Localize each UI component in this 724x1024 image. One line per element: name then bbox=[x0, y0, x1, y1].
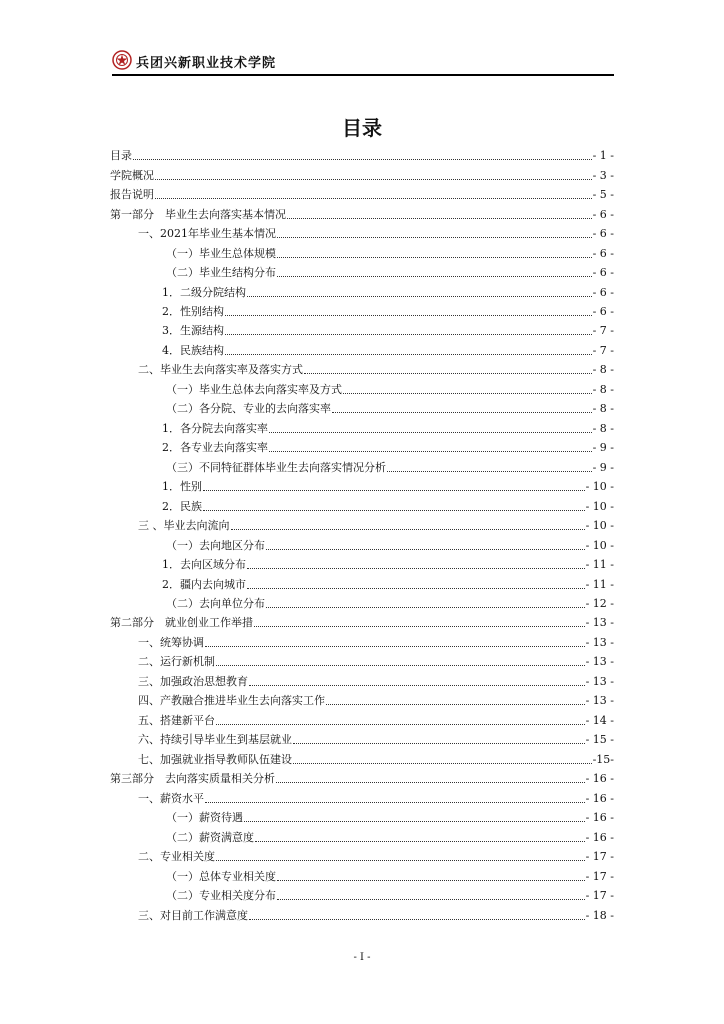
toc-entry-page: - 17 - bbox=[585, 869, 614, 883]
toc-entry-title: 二、毕业生去向落实率及落实方式 bbox=[138, 363, 303, 377]
toc-entry[interactable] bbox=[110, 574, 614, 593]
toc-entry[interactable] bbox=[110, 243, 614, 262]
toc-entry[interactable] bbox=[110, 282, 614, 301]
page-number: - I - bbox=[353, 952, 371, 963]
toc-entry[interactable] bbox=[110, 380, 614, 399]
toc-leader-dots bbox=[155, 179, 592, 180]
toc-entry-page: - 17 - bbox=[585, 850, 614, 864]
toc-entry-title: 2．疆内去向城市 bbox=[162, 577, 246, 591]
toc-entry[interactable] bbox=[110, 886, 614, 905]
toc-leader-dots bbox=[225, 315, 592, 316]
toc-leader-dots bbox=[277, 899, 585, 900]
toc-entry-page: - 8 - bbox=[592, 363, 614, 377]
toc-entry[interactable] bbox=[110, 185, 614, 204]
toc-leader-dots bbox=[332, 412, 592, 413]
toc-leader-dots bbox=[293, 743, 585, 744]
toc-entry-title: （二）薪资满意度 bbox=[166, 830, 254, 844]
toc-entry-page: - 6 - bbox=[592, 207, 614, 221]
toc-entry[interactable] bbox=[110, 613, 614, 632]
toc-leader-dots bbox=[133, 159, 592, 160]
toc-entry-title: 第一部分 毕业生去向落实基本情况 bbox=[110, 207, 286, 221]
toc-entry-title: 七、加强就业指导教师队伍建设 bbox=[138, 752, 292, 766]
toc-entry-page: - 9 - bbox=[592, 460, 614, 474]
toc-leader-dots bbox=[203, 510, 585, 511]
toc-entry-page: - 14 - bbox=[585, 713, 614, 727]
toc-entry-title: 一、薪资水平 bbox=[138, 791, 204, 805]
toc-leader-dots bbox=[266, 549, 585, 550]
toc-entry[interactable] bbox=[110, 224, 614, 243]
toc-entry-page: - 9 - bbox=[592, 441, 614, 455]
toc-entry-page: - 10 - bbox=[585, 499, 614, 513]
toc-leader-dots bbox=[276, 782, 585, 783]
toc-leader-dots bbox=[247, 588, 585, 589]
toc-entry[interactable] bbox=[110, 652, 614, 671]
toc-entry-page: - 8 - bbox=[592, 382, 614, 396]
toc-leader-dots bbox=[155, 198, 592, 199]
toc-entry-page: - 13 - bbox=[585, 616, 614, 630]
toc-leader-dots bbox=[269, 432, 592, 433]
toc-entry-title: 2．各专业去向落实率 bbox=[162, 441, 268, 455]
toc-entry[interactable] bbox=[110, 477, 614, 496]
toc-entry-title: 1．性别 bbox=[162, 480, 202, 494]
toc-entry-page: - 6 - bbox=[592, 246, 614, 260]
toc-leader-dots bbox=[266, 607, 585, 608]
toc-entry-title: 三 、毕业去向流向 bbox=[138, 519, 230, 533]
toc-leader-dots bbox=[277, 257, 592, 258]
toc-entry-title: 六、持续引导毕业生到基层就业 bbox=[138, 733, 292, 747]
toc-entry[interactable] bbox=[110, 535, 614, 554]
toc-entry[interactable] bbox=[110, 516, 614, 535]
toc-leader-dots bbox=[255, 841, 585, 842]
toc-leader-dots bbox=[269, 451, 592, 452]
toc-leader-dots bbox=[343, 393, 592, 394]
toc-entry-title: 1．二级分院结构 bbox=[162, 285, 246, 299]
toc-entry-page: - 13 - bbox=[585, 635, 614, 649]
toc-entry-page: - 5 - bbox=[592, 188, 614, 202]
toc-entry-title: （二）专业相关度分布 bbox=[166, 889, 276, 903]
toc-entry-page: - 16 - bbox=[585, 830, 614, 844]
toc-entry[interactable] bbox=[110, 496, 614, 515]
toc-entry[interactable] bbox=[110, 711, 614, 730]
toc-entry-title: 2．性别结构 bbox=[162, 304, 224, 318]
toc-entry-title: （二）毕业生结构分布 bbox=[166, 266, 276, 280]
toc-entry-title: 3．生源结构 bbox=[162, 324, 224, 338]
toc-entry[interactable] bbox=[110, 146, 614, 165]
toc-entry-page: - 7 - bbox=[592, 324, 614, 338]
toc-entry-title: 1．去向区域分布 bbox=[162, 558, 246, 572]
toc-entry[interactable] bbox=[110, 399, 614, 418]
toc-entry[interactable] bbox=[110, 633, 614, 652]
toc-entry[interactable] bbox=[110, 555, 614, 574]
toc-leader-dots bbox=[203, 490, 585, 491]
toc-entry[interactable] bbox=[110, 419, 614, 438]
toc-entry-title: 学院概况 bbox=[110, 168, 154, 182]
toc-entry-title: 一、2021年毕业生基本情况 bbox=[138, 227, 276, 241]
toc-leader-dots bbox=[387, 471, 592, 472]
toc-entry-title: （三）不同特征群体毕业生去向落实情况分析 bbox=[166, 460, 386, 474]
toc-leader-dots bbox=[277, 276, 592, 277]
toc-leader-dots bbox=[247, 296, 592, 297]
toc-entry-title: 二、运行新机制 bbox=[138, 655, 215, 669]
toc-entry-title: 四、产教融合推进毕业生去向落实工作 bbox=[138, 694, 325, 708]
toc-entry[interactable] bbox=[110, 866, 614, 885]
toc-leader-dots bbox=[244, 821, 585, 822]
toc-entry-title: 1．各分院去向落实率 bbox=[162, 421, 268, 435]
table-of-contents bbox=[110, 146, 614, 925]
toc-leader-dots bbox=[225, 354, 592, 355]
toc-entry[interactable] bbox=[110, 438, 614, 457]
toc-entry-page: - 13 - bbox=[585, 674, 614, 688]
toc-entry-page: - 6 - bbox=[592, 227, 614, 241]
header-divider bbox=[112, 74, 614, 76]
toc-entry-title: 二、专业相关度 bbox=[138, 850, 215, 864]
toc-entry[interactable] bbox=[110, 750, 614, 769]
toc-entry[interactable] bbox=[110, 691, 614, 710]
toc-entry-title: 目录 bbox=[110, 149, 132, 163]
toc-entry[interactable] bbox=[110, 730, 614, 749]
toc-entry-page: - 8 - bbox=[592, 402, 614, 416]
toc-entry-title: （二）去向单位分布 bbox=[166, 597, 265, 611]
toc-entry-page: - 10 - bbox=[585, 480, 614, 494]
toc-entry-page: - 1 - bbox=[592, 149, 614, 163]
toc-entry-title: （一）去向地区分布 bbox=[166, 538, 265, 552]
toc-entry-title: （一）总体专业相关度 bbox=[166, 869, 276, 883]
toc-entry[interactable] bbox=[110, 808, 614, 827]
toc-leader-dots bbox=[287, 218, 592, 219]
toc-entry-page: - 12 - bbox=[585, 597, 614, 611]
toc-entry-title: 报告说明 bbox=[110, 188, 154, 202]
toc-entry-page: - 16 - bbox=[585, 811, 614, 825]
toc-entry[interactable] bbox=[110, 594, 614, 613]
toc-leader-dots bbox=[216, 665, 585, 666]
toc-entry-title: 2．民族 bbox=[162, 499, 202, 513]
toc-entry-page: - 10 - bbox=[585, 519, 614, 533]
toc-entry-page: - 13 - bbox=[585, 694, 614, 708]
toc-entry-title: （一）毕业生总体去向落实率及方式 bbox=[166, 382, 342, 396]
toc-entry-page: - 17 - bbox=[585, 889, 614, 903]
toc-leader-dots bbox=[254, 626, 585, 627]
toc-entry[interactable] bbox=[110, 458, 614, 477]
toc-entry[interactable] bbox=[110, 360, 614, 379]
toc-entry-page: - 18 - bbox=[585, 908, 614, 922]
toc-entry-page: - 11 - bbox=[585, 558, 614, 572]
toc-entry-page: - 3 - bbox=[592, 168, 614, 182]
toc-entry-title: 三、加强政治思想教育 bbox=[138, 674, 248, 688]
toc-entry-page: - 7 - bbox=[592, 343, 614, 357]
toc-entry-page: - 11 - bbox=[585, 577, 614, 591]
toc-leader-dots bbox=[249, 919, 585, 920]
toc-leader-dots bbox=[216, 860, 585, 861]
toc-entry-page: - 16 - bbox=[585, 772, 614, 786]
toc-leader-dots bbox=[249, 685, 585, 686]
toc-entry-page: - 8 - bbox=[592, 421, 614, 435]
page-header bbox=[112, 48, 614, 76]
toc-entry-title: （一）薪资待遇 bbox=[166, 811, 243, 825]
toc-leader-dots bbox=[293, 763, 592, 764]
toc-entry[interactable] bbox=[110, 672, 614, 691]
toc-entry-title: 五、搭建新平台 bbox=[138, 713, 215, 727]
toc-leader-dots bbox=[205, 802, 585, 803]
toc-entry[interactable] bbox=[110, 321, 614, 340]
toc-entry[interactable] bbox=[110, 905, 614, 924]
toc-leader-dots bbox=[205, 646, 585, 647]
toc-entry[interactable] bbox=[110, 788, 614, 807]
toc-entry[interactable] bbox=[110, 847, 614, 866]
toc-leader-dots bbox=[247, 568, 585, 569]
toc-entry-page: - 6 - bbox=[592, 304, 614, 318]
school-name: 兵团兴新职业技术学院 bbox=[136, 56, 277, 71]
toc-leader-dots bbox=[216, 724, 585, 725]
toc-leader-dots bbox=[231, 529, 585, 530]
toc-entry[interactable] bbox=[110, 263, 614, 282]
toc-entry-page: - 6 - bbox=[592, 266, 614, 280]
toc-entry-title: （一）毕业生总体规模 bbox=[166, 246, 276, 260]
toc-entry-page: - 10 - bbox=[585, 538, 614, 552]
toc-entry[interactable] bbox=[110, 827, 614, 846]
toc-entry-page: -15- bbox=[592, 752, 614, 766]
toc-entry[interactable] bbox=[110, 165, 614, 184]
toc-entry[interactable] bbox=[110, 341, 614, 360]
toc-entry-title: 三、对目前工作满意度 bbox=[138, 908, 248, 922]
toc-leader-dots bbox=[225, 334, 592, 335]
toc-entry-page: - 6 - bbox=[592, 285, 614, 299]
toc-entry-page: - 15 - bbox=[585, 733, 614, 747]
page-title: 目录 bbox=[342, 116, 382, 140]
toc-entry-title: 第二部分 就业创业工作举措 bbox=[110, 616, 253, 630]
toc-entry-page: - 16 - bbox=[585, 791, 614, 805]
toc-leader-dots bbox=[304, 373, 592, 374]
toc-entry[interactable] bbox=[110, 302, 614, 321]
toc-entry-title: 第三部分 去向落实质量相关分析 bbox=[110, 772, 275, 786]
school-logo-icon bbox=[112, 50, 132, 70]
toc-entry-page: - 13 - bbox=[585, 655, 614, 669]
toc-entry[interactable] bbox=[110, 769, 614, 788]
toc-entry-title: （二）各分院、专业的去向落实率 bbox=[166, 402, 331, 416]
toc-entry[interactable] bbox=[110, 204, 614, 223]
toc-leader-dots bbox=[277, 237, 592, 238]
toc-leader-dots bbox=[326, 704, 585, 705]
toc-entry-title: 4．民族结构 bbox=[162, 343, 224, 357]
toc-entry-title: 一、统筹协调 bbox=[138, 635, 204, 649]
toc-leader-dots bbox=[277, 880, 585, 881]
